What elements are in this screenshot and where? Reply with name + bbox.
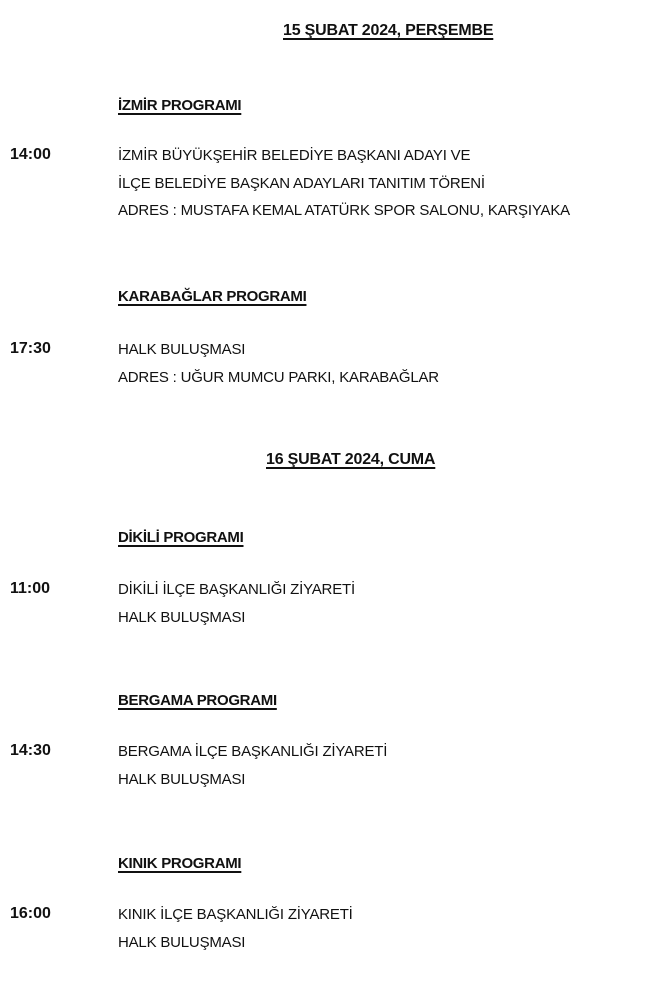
day-heading: 16 ŞUBAT 2024, CUMA bbox=[266, 451, 436, 468]
detail-line: ADRES : UĞUR MUMCU PARKI, KARABAĞLAR bbox=[118, 368, 439, 386]
day-heading: 15 ŞUBAT 2024, PERŞEMBE bbox=[283, 22, 494, 39]
program-time: 17:30 bbox=[10, 340, 51, 357]
detail-line: HALK BULUŞMASI bbox=[118, 933, 246, 951]
detail-line: DİKİLİ İLÇE BAŞKANLIĞI ZİYARETİ bbox=[118, 581, 355, 598]
program-time: 14:30 bbox=[10, 742, 51, 759]
detail-line: HALK BULUŞMASI bbox=[118, 608, 246, 626]
program-time: 14:00 bbox=[10, 146, 51, 163]
detail-line: İLÇE BELEDİYE BAŞKAN ADAYLARI TANITIM TÖRENİ bbox=[118, 174, 485, 192]
detail-line: ADRES : MUSTAFA KEMAL ATATÜRK SPOR SALONU, KARŞIYAKA bbox=[118, 202, 570, 219]
program-heading: BERGAMA PROGRAMI bbox=[118, 692, 277, 709]
detail-line: HALK BULUŞMASI bbox=[118, 341, 246, 358]
detail-line: HALK BULUŞMASI bbox=[118, 770, 246, 788]
program-heading: İZMİR PROGRAMI bbox=[118, 97, 242, 114]
program-details bbox=[118, 142, 570, 225]
program-heading: DİKİLİ PROGRAMI bbox=[118, 529, 244, 546]
program-details bbox=[118, 336, 439, 391]
program-details bbox=[118, 576, 355, 631]
detail-line: BERGAMA İLÇE BAŞKANLIĞI ZİYARETİ bbox=[118, 743, 388, 760]
detail-line: KINIK İLÇE BAŞKANLIĞI ZİYARETİ bbox=[118, 906, 353, 923]
program-details bbox=[118, 901, 353, 956]
program-details bbox=[118, 738, 387, 793]
program-time: 16:00 bbox=[10, 905, 51, 922]
program-time: 11:00 bbox=[10, 580, 51, 597]
program-heading: KINIK PROGRAMI bbox=[118, 855, 242, 872]
detail-line: İZMİR BÜYÜKŞEHİR BELEDİYE BAŞKANI ADAYI VE bbox=[118, 147, 471, 164]
program-heading: KARABAĞLAR PROGRAMI bbox=[118, 288, 307, 305]
